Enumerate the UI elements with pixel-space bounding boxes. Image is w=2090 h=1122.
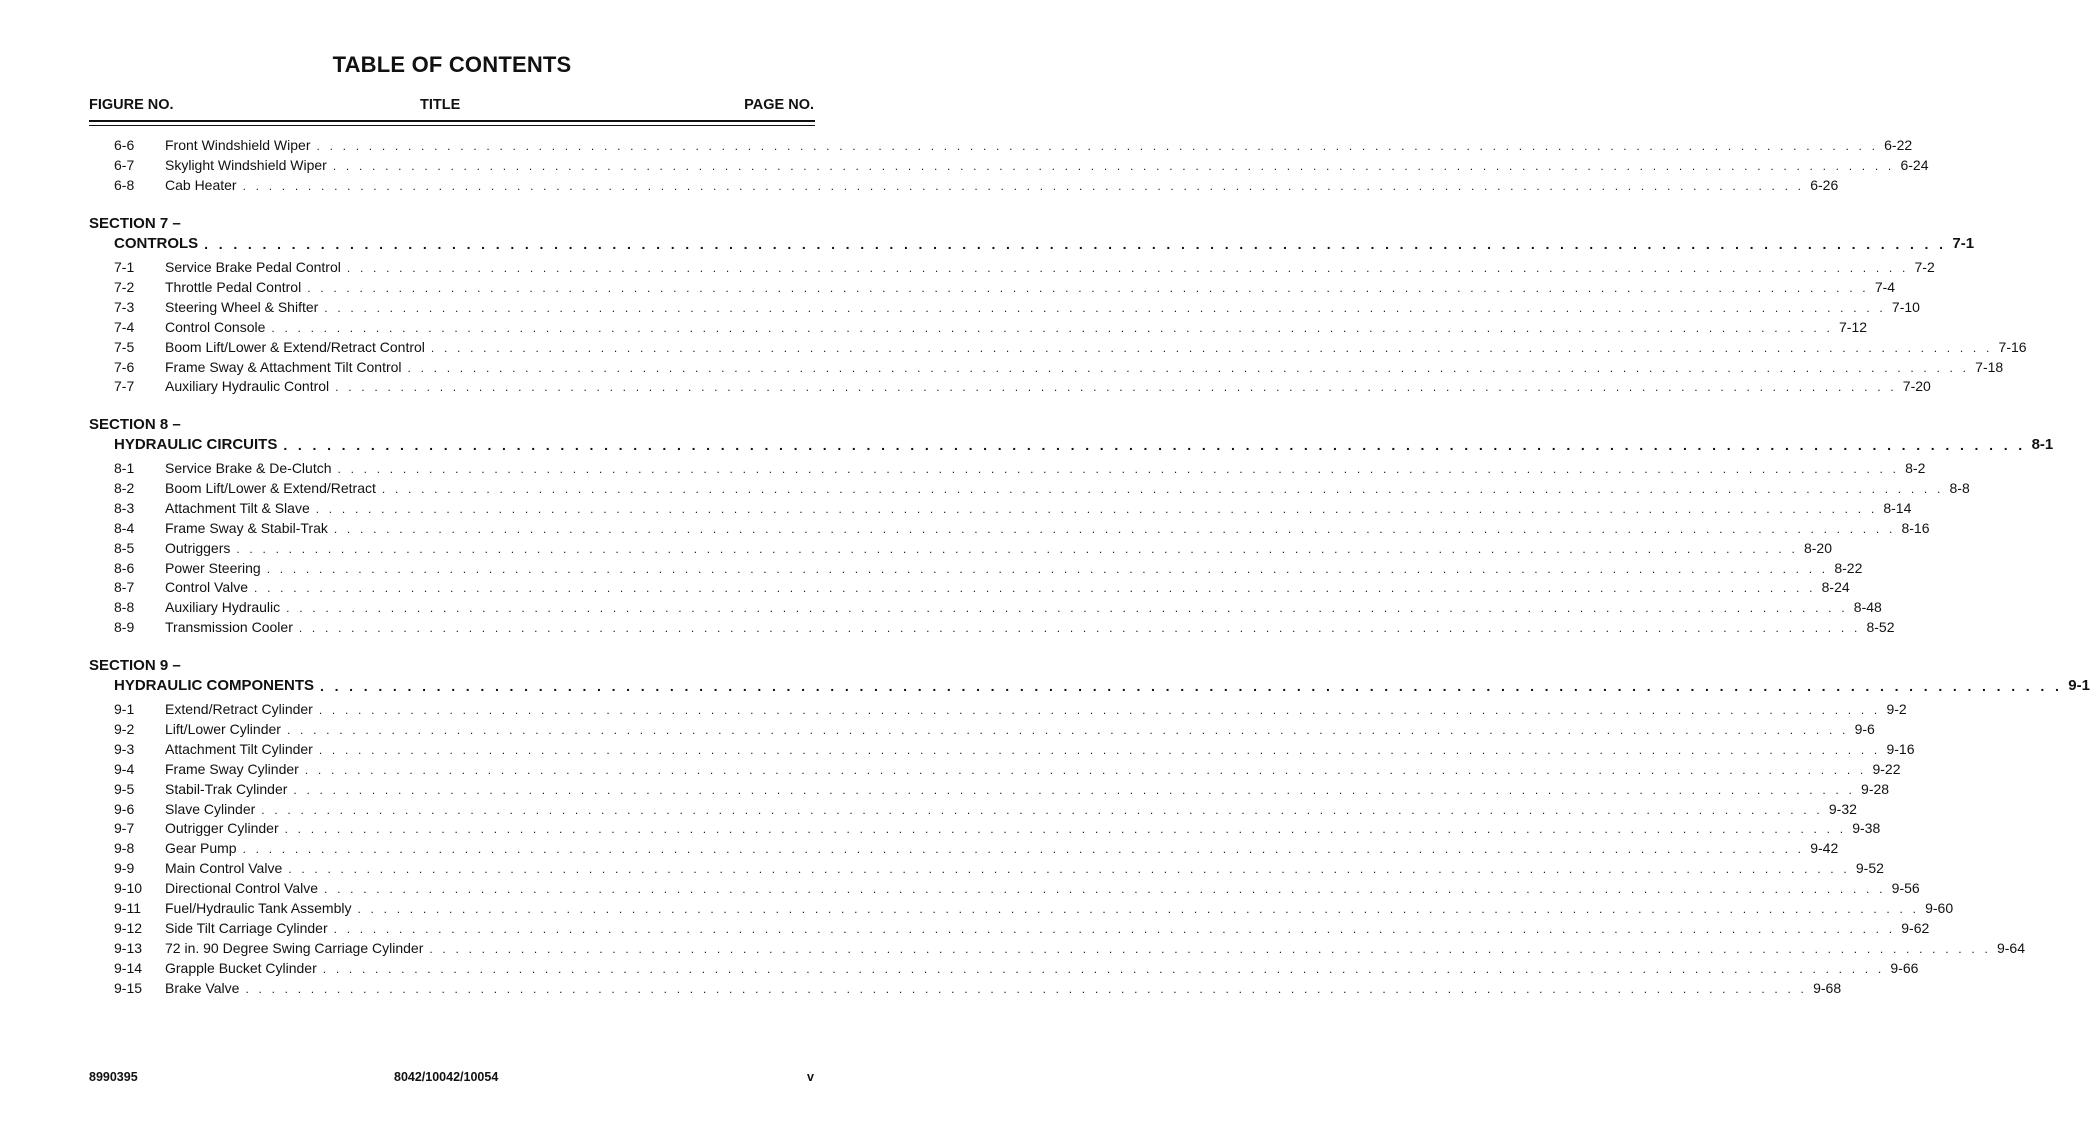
toc-entry[interactable] [114,718,1875,738]
figure-number: 9-11 [114,900,141,916]
dot-leader: . . . . . . . . . . . . . . . . . . . . . . . . . . . . . . . . . . . . . . . . . . . . . . . . . . . . . . . . . . . . . . . . . . . . . . . . . . . . . . . . . . . . . . . . . . . . . . . . . . . . . . . . . . . . . . . . . . . . . . . . [407,360,1970,375]
page-number: 9-28 [1861,780,1890,797]
dot-leader: . . . . . . . . . . . . . . . . . . . . . . . . . . . . . . . . . . . . . . . . . . . . . . . . . . . . . . . . . . . . . . . . . . . . . . . . . . . . . . . . . . . . . . . . . . . . . . . . . . . . . . . . . . . . . . . . . . . . . . . . [381,481,1944,496]
entry-title: Outriggers [165,539,231,556]
page-number: 9-32 [1828,800,1857,817]
dot-leader: . . . . . . . . . . . . . . . . . . . . . . . . . . . . . . . . . . . . . . . . . . . . . . . . . . . . . . . . . . . . . . . . . . . . . . . . . . . . . . . . . . . . . . . . . . . . . . . . . . . . . . . . . . . . . . . . . . . . . . . . [271,320,1834,335]
toc-entry[interactable] [114,174,1839,194]
section-page-number: 8-1 [2031,436,2054,453]
figure-number: 7-5 [114,338,135,355]
footer-page-number: v [807,1070,814,1084]
dot-leader: . . . . . . . . . . . . . . . . . . . . . . . . . . . . . . . . . . . . . . . . . . . . . . . . . . . . . . . . . . . . . . . . . . . . . . . . . . . . . . . . . . . . . . . . . . . . . . . . . . . . . . . . . . . . . . . . . . . . . . . . [324,882,1886,897]
dot-leader: . . . . . . . . . . . . . . . . . . . . . . . . . . . . . . . . . . . . . . . . . . . . . . . . . . . . . . . . . . . . . . . . . . . . . . . . . . . . . . . . . . . . . . . . . . . . . . . . . . . . . . . . . . . . . . . . . . . . . . . . [298,621,1861,636]
page-number: 8-24 [1821,579,1850,596]
dot-leader: . . . . . . . . . . . . . . . . . . . . . . . . . . . . . . . . . . . . . . . . . . . . . . . . . . . . . . . . . . . . . . . . . . . . . . . . . . . . . . . . . . . . . . . . . . . . . . . . . . . . . . . . . . . . . . . . . . . . . . . . [242,178,1805,193]
page-number: 8-2 [1905,460,1926,476]
section-label: SECTION 9 – [89,657,181,674]
toc-entry[interactable] [114,977,1842,997]
toc-entry[interactable] [114,457,1926,477]
dot-leader: . . . . . . . . . . . . . . . . . . . . . . . . . . . . . . . . . . . . . . . . . . . . . . . . . . . . . . . . . . . . . . . . . . . . . . . . . . . . . . . . . . . . . . . . . . . . . . . . . . . . . . . . . . . . . . . . . . . . . . . . [236,541,1798,556]
entry-title: 72 in. 90 Degree Swing Carriage Cylinder [165,939,424,956]
footer-model-numbers: 8042/10042/10054 [394,1070,499,1084]
entry-title: Cab Heater [165,176,237,193]
page-number: 7-4 [1874,278,1896,295]
entry-title: Slave Cylinder [165,800,256,817]
section-name: CONTROLS [114,235,199,252]
dot-leader: . . . . . . . . . . . . . . . . . . . . . . . . . . . . . . . . . . . . . . . . . . . . . . . . . . . . . . . . . . . . . . . . . . . . . . . . . . . . . . . . . . . . . . . . . . . . . . . . . . . . . . . . . . . . . . . . . . . . . . . . [315,501,1878,516]
page-number: 8-20 [1803,539,1833,556]
entry-title: Transmission Cooler [165,619,293,636]
column-header-figure: FIGURE NO. [89,97,174,113]
dot-leader: . . . . . . . . . . . . . . . . . . . . . . . . . . . . . . . . . . . . . . . . . . . . . . . . . . . . . . . . . . . . . . . . . . . . . . . . . . . . . . . . . . . . . . . . . . . . . . . . . . . . . . . . . . . . . . . . . . . . . . . . [429,941,1991,956]
figure-number: 6-8 [114,176,135,193]
page-number: 7-16 [1998,338,2027,355]
toc-entry[interactable] [114,857,1884,877]
page-number: 9-38 [1852,820,1881,837]
dot-leader: . . . . . . . . . . . . . . . . . . . . . . . . . . . . . . . . . . . . . . . . . . . . . . . . . . . . . . . . . . . . . . . . . . . . . . . . . . . . . . . . . . . . . . . . . . . . . . . . . . . . . . . . . . . . . . . . . . . . . . . . [337,462,1900,476]
toc-entry[interactable] [114,537,1833,557]
section-label: SECTION 7 – [89,215,181,232]
entry-title: Frame Sway Cylinder [165,760,299,777]
dot-leader: . . . . . . . . . . . . . . . . . . . . . . . . . . . . . . . . . . . . . . . . . . . . . . . . . . . . . . . . . . . . . . . . . . . . . . . . . . . . . . . . . . . . . . . . . . . . . . . . . . . . . . . . . . . . . . . . . . . . . . . . [332,158,1895,173]
figure-number: 9-1 [114,701,135,717]
page-number: 9-68 [1813,979,1842,996]
toc-entry[interactable] [114,616,1895,636]
dot-leader: . . . . . . . . . . . . . . . . . . . . . . . . . . . . . . . . . . . . . . . . . . . . . . . . . . . . . . . . . . . . . . . . . . . . . . . . . . . . . . . . . . . . . . . . . . . . . . . . . . . . . . . . . . . . . . . . . . . . . . . . [316,139,1879,153]
toc-entry[interactable] [114,877,1920,897]
dot-leader: . . . . . . . . . . . . . . . . . . . . . . . . . . . . . . . . . . . . . . . . . . . . . . . . . . . . . . . . . . . . . . . . . . . . . . . . . . . . . . . . . . . . . . . . . . . . . . . . . . . . . . . . . . . . . . . . . . . . . . . . [261,802,1823,817]
page-number: 8-14 [1883,499,1912,516]
page-number: 9-6 [1854,720,1875,737]
entry-title: Auxiliary Hydraulic [165,599,281,616]
section-page-number: 9-1 [2068,677,2090,694]
toc-entry[interactable] [114,817,1881,837]
dot-leader: . . . . . . . . . . . . . . . . . . . . . . . . . . . . . . . . . . . . . . . . . . . . . . . . . . . . . . . . . . . . . . . . . . . . . . . . . . . . . . . . . . . . . . . . . . . . . . . . . . . . . . . . . . . . . . . . . . . . . . . . [204,236,1947,252]
entry-title: Attachment Tilt & Slave [165,499,310,516]
entry-title: Service Brake Pedal Control [165,259,341,275]
dot-leader: . . . . . . . . . . . . . . . . . . . . . . . . . . . . . . . . . . . . . . . . . . . . . . . . . . . . . . . . . . . . . . . . . . . . . . . . . . . . . . . . . . . . . . . . . . . . . . . . . . . . . . . . . . . . . . . . . . . . . . . . [357,902,1920,916]
toc-entry[interactable] [114,296,1920,316]
toc-entry[interactable] [114,897,1954,917]
figure-number: 9-15 [114,979,143,996]
page-number: 9-56 [1891,880,1920,897]
figure-number: 9-7 [114,820,135,837]
figure-number: 9-9 [114,860,135,877]
section-label: SECTION 8 – [89,416,181,433]
entry-title: Boom Lift/Lower & Extend/Retract Control [165,338,425,355]
toc-entry[interactable] [114,758,1901,778]
toc-entry[interactable] [114,798,1857,818]
section-name: HYDRAULIC COMPONENTS [114,677,315,694]
entry-title: Front Windshield Wiper [165,137,311,153]
page-number: 6-26 [1810,176,1839,193]
entry-title: Side Tilt Carriage Cylinder [165,919,328,936]
page-number: 7-10 [1891,298,1920,315]
dot-leader: . . . . . . . . . . . . . . . . . . . . . . . . . . . . . . . . . . . . . . . . . . . . . . . . . . . . . . . . . . . . . . . . . . . . . . . . . . . . . . . . . . . . . . . . . . . . . . . . . . . . . . . . . . . . . . . . . . . . . . . . [324,300,1886,315]
page-title: TABLE OF CONTENTS [332,52,572,77]
figure-number: 9-4 [114,760,135,777]
page-number: 7-12 [1839,318,1868,335]
toc-entry[interactable] [114,276,1896,296]
page-number: 9-52 [1855,860,1884,877]
dot-leader: . . . . . . . . . . . . . . . . . . . . . . . . . . . . . . . . . . . . . . . . . . . . . . . . . . . . . . . . . . . . . . . . . . . . . . . . . . . . . . . . . . . . . . . . . . . . . . . . . . . . . . . . . . . . . . . . . . . . . . . . [307,280,1869,295]
dot-leader: . . . . . . . . . . . . . . . . . . . . . . . . . . . . . . . . . . . . . . . . . . . . . . . . . . . . . . . . . . . . . . . . . . . . . . . . . . . . . . . . . . . . . . . . . . . . . . . . . . . . . . . . . . . . . . . . . . . . . . . . [320,678,2063,694]
dot-leader: . . . . . . . . . . . . . . . . . . . . . . . . . . . . . . . . . . . . . . . . . . . . . . . . . . . . . . . . . . . . . . . . . . . . . . . . . . . . . . . . . . . . . . . . . . . . . . . . . . . . . . . . . . . . . . . . . . . . . . . . [293,782,1856,797]
dot-leader: . . . . . . . . . . . . . . . . . . . . . . . . . . . . . . . . . . . . . . . . . . . . . . . . . . . . . . . . . . . . . . . . . . . . . . . . . . . . . . . . . . . . . . . . . . . . . . . . . . . . . . . . . . . . . . . . . . . . . . . . [286,722,1849,737]
toc-entry[interactable] [114,256,1935,276]
page-number: 8-48 [1853,599,1882,616]
dot-leader: . . . . . . . . . . . . . . . . . . . . . . . . . . . . . . . . . . . . . . . . . . . . . . . . . . . . . . . . . . . . . . . . . . . . . . . . . . . . . . . . . . . . . . . . . . . . . . . . . . . . . . . . . . . . . . . . . . . . . . . . [430,340,1993,355]
entry-title: Service Brake & De-Clutch [165,460,332,476]
entry-title: Outrigger Cylinder [165,820,279,837]
entry-title: Steering Wheel & Shifter [165,298,319,315]
entry-title: Gear Pump [165,840,237,857]
figure-number: 9-6 [114,800,135,817]
page-number: 8-22 [1834,559,1863,576]
column-header-title: TITLE [420,97,461,113]
page-number: 9-42 [1810,840,1839,857]
dot-leader: . . . . . . . . . . . . . . . . . . . . . . . . . . . . . . . . . . . . . . . . . . . . . . . . . . . . . . . . . . . . . . . . . . . . . . . . . . . . . . . . . . . . . . . . . . . . . . . . . . . . . . . . . . . . . . . . . . . . . . . . [318,703,1881,717]
toc-entry[interactable] [114,698,1907,718]
column-header-page: PAGE NO. [744,97,814,113]
toc-entry[interactable] [114,738,1915,758]
dot-leader: . . . . . . . . . . . . . . . . . . . . . . . . . . . . . . . . . . . . . . . . . . . . . . . . . . . . . . . . . . . . . . . . . . . . . . . . . . . . . . . . . . . . . . . . . . . . . . . . . . . . . . . . . . . . . . . . . . . . . . . . [266,561,1829,576]
page-number: 9-2 [1886,701,1907,717]
figure-number: 8-4 [114,519,135,536]
toc-entry[interactable] [114,837,1839,857]
figure-number: 8-1 [114,460,135,476]
toc-entry[interactable] [114,154,1929,174]
dot-leader: . . . . . . . . . . . . . . . . . . . . . . . . . . . . . . . . . . . . . . . . . . . . . . . . . . . . . . . . . . . . . . . . . . . . . . . . . . . . . . . . . . . . . . . . . . . . . . . . . . . . . . . . . . . . . . . . . . . . . . . . [288,862,1850,877]
toc-entry[interactable] [114,517,1930,537]
figure-number: 7-6 [114,358,135,375]
section-title[interactable] [114,434,2054,454]
figure-number: 7-4 [114,318,135,335]
toc-entry[interactable] [114,917,1930,937]
section-page-number: 7-1 [1952,235,1975,252]
figure-number: 7-3 [114,298,135,315]
dot-leader: . . . . . . . . . . . . . . . . . . . . . . . . . . . . . . . . . . . . . . . . . . . . . . . . . . . . . . . . . . . . . . . . . . . . . . . . . . . . . . . . . . . . . . . . . . . . . . . . . . . . . . . . . . . . . . . . . . . . . . . . [322,961,1885,976]
figure-number: 8-8 [114,599,135,616]
toc-entry[interactable] [114,937,2026,957]
figure-number: 9-8 [114,840,135,857]
page-number: 7-20 [1902,378,1931,395]
entry-title: Control Valve [165,579,249,596]
entry-title: Frame Sway & Stabil-Trak [165,519,328,536]
entry-title: Fuel/Hydraulic Tank Assembly [165,900,352,916]
figure-number: 8-9 [114,619,135,636]
page-number: 6-24 [1900,156,1929,173]
header-rule-thick [89,120,815,122]
toc-entry[interactable] [114,477,1970,497]
dot-leader: . . . . . . . . . . . . . . . . . . . . . . . . . . . . . . . . . . . . . . . . . . . . . . . . . . . . . . . . . . . . . . . . . . . . . . . . . . . . . . . . . . . . . . . . . . . . . . . . . . . . . . . . . . . . . . . . . . . . . . . . [333,521,1896,536]
page-number: 9-16 [1886,740,1915,757]
figure-number: 6-6 [114,137,135,153]
entry-title: Directional Control Valve [165,880,319,897]
figure-number: 8-7 [114,579,135,596]
page-number: 7-18 [1975,358,2004,375]
figure-number: 9-12 [114,919,143,936]
figure-number: 8-6 [114,559,135,576]
entry-title: Skylight Windshield Wiper [165,156,327,173]
toc-entry[interactable] [114,316,1868,336]
dot-leader: . . . . . . . . . . . . . . . . . . . . . . . . . . . . . . . . . . . . . . . . . . . . . . . . . . . . . . . . . . . . . . . . . . . . . . . . . . . . . . . . . . . . . . . . . . . . . . . . . . . . . . . . . . . . . . . . . . . . . . . . [286,601,1848,616]
figure-number: 8-5 [114,539,135,556]
figure-number: 9-2 [114,720,135,737]
entry-title: Control Console [165,318,266,335]
toc-entry[interactable] [114,596,1882,616]
toc-entry[interactable] [114,356,2004,376]
dot-leader: . . . . . . . . . . . . . . . . . . . . . . . . . . . . . . . . . . . . . . . . . . . . . . . . . . . . . . . . . . . . . . . . . . . . . . . . . . . . . . . . . . . . . . . . . . . . . . . . . . . . . . . . . . . . . . . . . . . . . . . . [335,380,1897,395]
entry-title: Extend/Retract Cylinder [165,701,313,717]
entry-title: Power Steering [165,559,261,576]
entry-title: Lift/Lower Cylinder [165,720,281,737]
figure-number: 9-3 [114,740,135,757]
figure-number: 9-14 [114,959,143,976]
page-number: 9-66 [1890,959,1919,976]
page-number: 8-8 [1949,479,1970,496]
toc-entry[interactable] [114,557,1863,577]
dot-leader: . . . . . . . . . . . . . . . . . . . . . . . . . . . . . . . . . . . . . . . . . . . . . . . . . . . . . . . . . . . . . . . . . . . . . . . . . . . . . . . . . . . . . . . . . . . . . . . . . . . . . . . . . . . . . . . . . . . . . . . . [346,261,1909,275]
header-rule-thin [89,125,815,126]
toc-entry[interactable] [114,375,1931,395]
footer-doc-number: 8990395 [89,1070,138,1084]
dot-leader: . . . . . . . . . . . . . . . . . . . . . . . . . . . . . . . . . . . . . . . . . . . . . . . . . . . . . . . . . . . . . . . . . . . . . . . . . . . . . . . . . . . . . . . . . . . . . . . . . . . . . . . . . . . . . . . . . . . . . . . . [242,842,1805,857]
entry-title: Throttle Pedal Control [165,278,302,295]
section-name: HYDRAULIC CIRCUITS [114,436,278,453]
entry-title: Brake Valve [165,979,240,996]
page-number: 8-52 [1866,619,1895,636]
page-number: 9-22 [1872,760,1901,777]
entry-title: Frame Sway & Attachment Tilt Control [165,358,402,375]
page-number: 6-22 [1884,137,1913,153]
figure-number: 8-3 [114,499,135,516]
page-number: 9-64 [1996,939,2026,956]
figure-number: 9-5 [114,780,135,797]
figure-number: 9-10 [114,880,143,897]
figure-number: 7-7 [114,378,135,395]
toc-entry[interactable] [114,336,2027,356]
entry-title: Stabil-Trak Cylinder [165,780,288,797]
figure-number: 7-1 [114,259,135,275]
toc-entry[interactable] [114,778,1890,798]
toc-entry[interactable] [114,134,1913,154]
section-title[interactable] [114,675,2090,695]
entry-title: Attachment Tilt Cylinder [165,740,313,757]
entry-title: Auxiliary Hydraulic Control [165,378,330,395]
page-number: 9-62 [1901,919,1930,936]
toc-entry[interactable] [114,497,1912,517]
toc-entry[interactable] [114,576,1850,596]
dot-leader: . . . . . . . . . . . . . . . . . . . . . . . . . . . . . . . . . . . . . . . . . . . . . . . . . . . . . . . . . . . . . . . . . . . . . . . . . . . . . . . . . . . . . . . . . . . . . . . . . . . . . . . . . . . . . . . . . . . . . . . . [304,762,1867,777]
entry-title: Boom Lift/Lower & Extend/Retract [165,479,376,496]
toc-entry[interactable] [114,957,1919,977]
page-number: 9-60 [1925,900,1954,916]
entry-title: Main Control Valve [165,860,283,877]
dot-leader: . . . . . . . . . . . . . . . . . . . . . . . . . . . . . . . . . . . . . . . . . . . . . . . . . . . . . . . . . . . . . . . . . . . . . . . . . . . . . . . . . . . . . . . . . . . . . . . . . . . . . . . . . . . . . . . . . . . . . . . . [333,921,1896,936]
section-title[interactable] [114,233,1975,253]
page-number: 7-2 [1914,259,1935,275]
entry-title: Grapple Bucket Cylinder [165,959,317,976]
dot-leader: . . . . . . . . . . . . . . . . . . . . . . . . . . . . . . . . . . . . . . . . . . . . . . . . . . . . . . . . . . . . . . . . . . . . . . . . . . . . . . . . . . . . . . . . . . . . . . . . . . . . . . . . . . . . . . . . . . . . . . . . [245,981,1808,996]
dot-leader: . . . . . . . . . . . . . . . . . . . . . . . . . . . . . . . . . . . . . . . . . . . . . . . . . . . . . . . . . . . . . . . . . . . . . . . . . . . . . . . . . . . . . . . . . . . . . . . . . . . . . . . . . . . . . . . . . . . . . . . . [283,437,2026,453]
dot-leader: . . . . . . . . . . . . . . . . . . . . . . . . . . . . . . . . . . . . . . . . . . . . . . . . . . . . . . . . . . . . . . . . . . . . . . . . . . . . . . . . . . . . . . . . . . . . . . . . . . . . . . . . . . . . . . . . . . . . . . . . [318,742,1881,757]
dot-leader: . . . . . . . . . . . . . . . . . . . . . . . . . . . . . . . . . . . . . . . . . . . . . . . . . . . . . . . . . . . . . . . . . . . . . . . . . . . . . . . . . . . . . . . . . . . . . . . . . . . . . . . . . . . . . . . . . . . . . . . . [284,822,1847,837]
page-number: 8-16 [1901,519,1930,536]
figure-number: 8-2 [114,479,135,496]
dot-leader: . . . . . . . . . . . . . . . . . . . . . . . . . . . . . . . . . . . . . . . . . . . . . . . . . . . . . . . . . . . . . . . . . . . . . . . . . . . . . . . . . . . . . . . . . . . . . . . . . . . . . . . . . . . . . . . . . . . . . . . . [254,581,1816,596]
figure-number: 7-2 [114,278,135,295]
figure-number: 6-7 [114,156,135,173]
figure-number: 9-13 [114,939,143,956]
